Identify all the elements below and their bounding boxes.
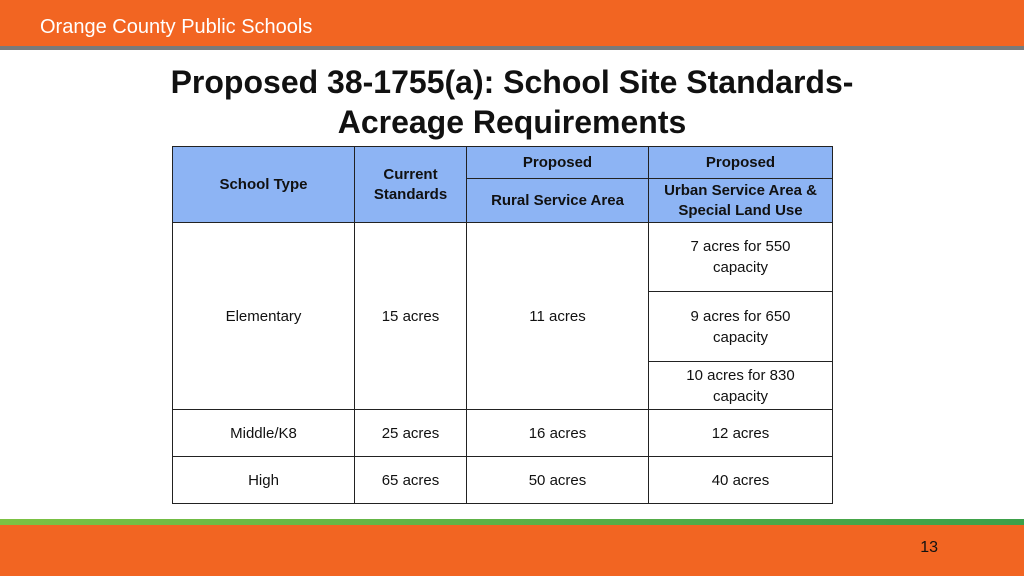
cell-urban-line-2: capacity <box>712 328 769 346</box>
cell-school-type: Elementary <box>173 223 355 410</box>
table-row-middle <box>173 410 833 457</box>
cell-urban-line-1: 10 acres for 830 <box>686 366 795 384</box>
header-bar <box>0 0 1024 50</box>
table-row-high <box>173 457 833 504</box>
cell-rural: 16 acres <box>467 410 649 457</box>
cell-school-type: High <box>173 457 355 504</box>
cell-rural: 50 acres <box>467 457 649 504</box>
cell-urban-550 <box>649 223 833 292</box>
header-rural-service-area: Rural Service Area <box>467 179 649 223</box>
cell-rural: 11 acres <box>467 223 649 410</box>
title-line-2: Acreage Requirements <box>337 104 687 140</box>
table-row-elementary <box>173 223 833 292</box>
slide-title <box>0 62 1024 142</box>
cell-current: 15 acres <box>355 223 467 410</box>
cell-current: 25 acres <box>355 410 467 457</box>
cell-urban: 40 acres <box>649 457 833 504</box>
header-current-line-2: Standards <box>373 185 448 203</box>
header-urban-line-1: Urban Service Area & <box>664 181 817 199</box>
cell-urban: 12 acres <box>649 410 833 457</box>
header-urban-line-2: Special Land Use <box>678 201 803 219</box>
header-proposed-urban: Proposed <box>649 147 833 179</box>
cell-school-type: Middle/K8 <box>173 410 355 457</box>
cell-urban-line-1: 9 acres for 650 <box>690 307 791 325</box>
header-current-standards <box>355 147 467 223</box>
cell-urban-line-1: 7 acres for 550 <box>690 238 791 255</box>
cell-urban-650 <box>649 292 833 362</box>
cell-urban-line-2: capacity <box>712 259 769 276</box>
page-number: 13 <box>920 539 938 556</box>
title-line-1: Proposed 38-1755(a): School Site Standards- <box>170 64 854 100</box>
header-school-type: School Type <box>173 147 355 223</box>
header-urban-service-area <box>649 179 833 223</box>
brand-name: Orange County Public Schools <box>40 16 313 38</box>
cell-urban-830 <box>649 362 833 410</box>
acreage-table <box>172 146 833 504</box>
cell-urban-line-2: capacity <box>712 387 769 405</box>
footer-bar <box>0 525 1024 576</box>
header-proposed-rural: Proposed <box>467 147 649 179</box>
header-current-line-1: Current <box>383 165 438 183</box>
cell-current: 65 acres <box>355 457 467 504</box>
